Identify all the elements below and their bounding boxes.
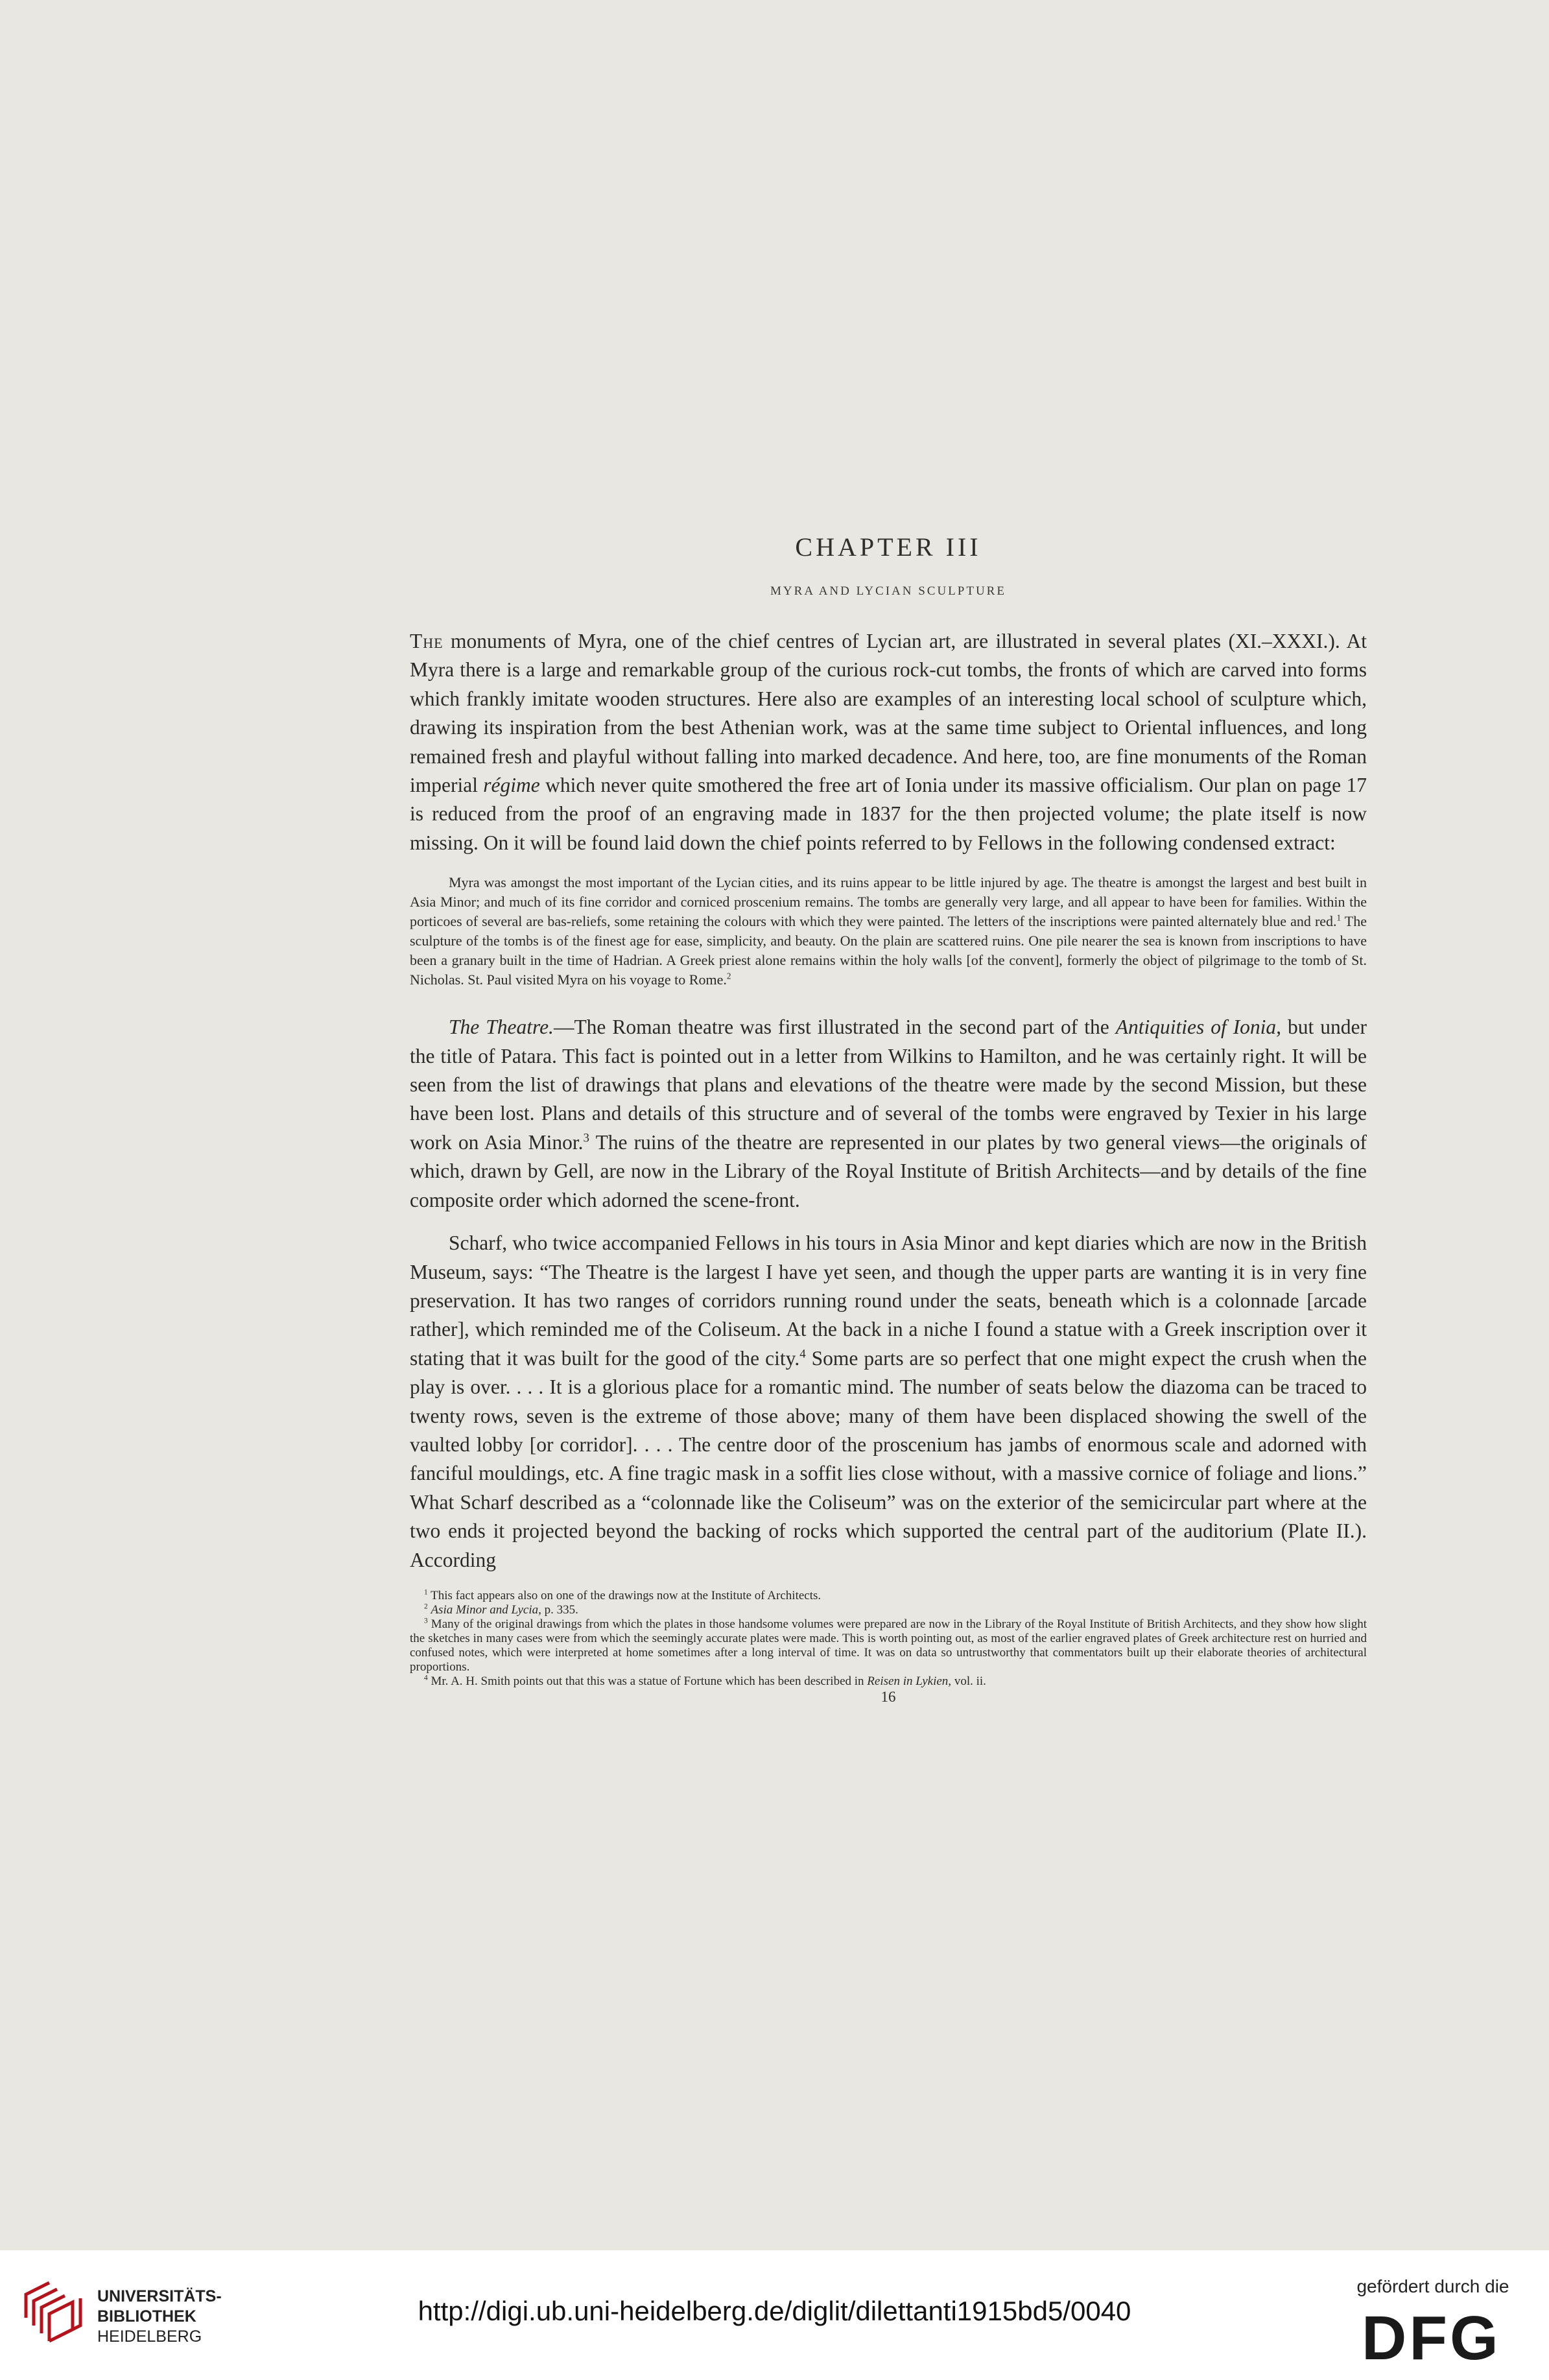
paragraph-text: Some parts are so perfect that one might expect the crush when the play is over. . . . It is a glorious place for a romantic mind. The number of seats below the diazoma can be traced to twenty rows, seven is the extreme of those above; many of them have been displaced showing the swell of the vaulted lobby [or corridor]. . . . The centre door of the proscenium has jambs of enormous scale and adorned with fanciful mouldings, etc. A fine tragic mask in a soffit lies close without, with a massive cornice of foliage and lions.” What Scharf described as a “colonnade like the Coliseum” was on the exterior of the semicircular part where at the two ends it projected beyond the backing of rocks which supported the central part of the auditorium (Plate II.). According bbox=[410, 1346, 1367, 1571]
footnote-text: p. 335. bbox=[541, 1602, 578, 1617]
paragraph-text: monuments of Myra, one of the chief centres of Lycian art, are illustrated in several plates (XI.–XXXI.). At Myra there is a large and remarkable group of the curious rock-cut tombs, the fronts of which are carved into forms which frankly imitate wooden structures. Here also are examples of an interesting local school of sculpture which, drawing its inspiration from the best Athenian work, was at the same time subject to Oriental influences, and long remained fresh and playful without falling into marked decadence. And here, too, are fine monuments of the Roman imperial bbox=[410, 630, 1367, 797]
paragraph-text: Scharf, who twice accompanied Fellows in his tours in Asia Minor and kept diaries which are now in the British Museum, says: “The Theatre is the largest I have yet seen, and though the upper parts are wanting it is in very fine preservation. It has two ranges of corridors running round under the seats, beneath which is a colonnade [arcade rather], which reminded me of the Coliseum. At the back in a niche I found a statue with a Greek inscription over it stating that it was built for the good of the city. bbox=[410, 1232, 1367, 1370]
paragraph-text: but under the title of Patara. This fact is pointed out in a letter from Wilkins to Hamilton, and he was certainly right. It will be seen from the list of drawings that plans and elevations of the theatre were made by the second Mission, but these have been lost. Plans and details of this structure and of several of the tombs were engraved by Texier in his large work on Asia Minor. bbox=[410, 1016, 1367, 1154]
paragraph-text: —The Roman theatre was first illustrated in the second part of the bbox=[553, 1016, 1116, 1039]
italic-title: Antiquities of Ionia, bbox=[1115, 1016, 1282, 1039]
page-number: 16 bbox=[881, 1688, 896, 1705]
permalink-url[interactable]: http://digi.ub.uni-heidelberg.de/diglit/dilettanti1915bd5/0040 bbox=[418, 2296, 1131, 2326]
paragraph-scharf bbox=[410, 1229, 1367, 1575]
library-name-line: UNIVERSITÄTS- bbox=[97, 2287, 222, 2305]
italic-term: régime bbox=[483, 774, 540, 797]
library-name-line: BIBLIOTHEK bbox=[97, 2307, 196, 2326]
footnote-number: 2 bbox=[424, 1602, 428, 1611]
footnote-ref[interactable]: 3 bbox=[583, 1131, 589, 1145]
footnote-text: Mr. A. H. Smith points out that this was a statue of Fortune which has been described in bbox=[427, 1674, 868, 1688]
chapter-title: CHAPTER III bbox=[795, 532, 982, 562]
section-heading: The Theatre. bbox=[449, 1016, 554, 1039]
footnote-3 bbox=[410, 1617, 1367, 1674]
footnote-2 bbox=[410, 1603, 1367, 1617]
chapter-subtitle: MYRA AND LYCIAN SCULPTURE bbox=[770, 584, 1006, 598]
footnote-1 bbox=[410, 1589, 1367, 1603]
footnote-number: 3 bbox=[424, 1617, 428, 1625]
viewer-footer bbox=[0, 2250, 1549, 2380]
footnote-italic: Reisen in Lykien, bbox=[867, 1674, 952, 1688]
footnote-ref[interactable]: 2 bbox=[726, 971, 731, 981]
footnote-italic: Asia Minor and Lycia, bbox=[431, 1602, 541, 1617]
paragraph-intro bbox=[410, 627, 1367, 857]
footnote-4 bbox=[410, 1674, 1367, 1689]
paragraph-theatre bbox=[410, 1013, 1367, 1215]
quote-text: The sculpture of the tombs is of the finest age for ease, simplicity, and beauty. On the plain are scattered ruins. One pile nearer the sea is known from inscriptions to have been a granary built in the time of Hadrian. A Greek priest alone remains within the holy walls [of the convent], formerly the object of pilgrimage to the tomb of St. Nicholas. St. Paul visited Myra on his voyage to Rome. bbox=[410, 913, 1367, 988]
funding-caption: gefördert durch die bbox=[1356, 2276, 1509, 2296]
footnote-text: vol. ii. bbox=[951, 1674, 986, 1688]
paragraph-text: The ruins of the theatre are represented in our plates by two general views—the originals of which, drawn by Gell, are now in the Library of the Royal Institute of British Architects—and by details of the fine composite order which adorned the scene-front. bbox=[410, 1130, 1367, 1211]
library-name-line: HEIDELBERG bbox=[97, 2327, 202, 2346]
footnote-text: Many of the original drawings from which the plates in those handsome volumes were prepared are now in the Library of the Royal Institute of British Architects, and they show how slight the sketches in many cases were from which the seemingly accurate plates were made. This is worth pointing out, as most of the earlier engraved plates of Greek architecture rest on hurried and confused notes, which were interpreted at home sometimes after a long interval of time. It was on data so untrustworthy that commentators built up their elaborate theories of architectural proportions. bbox=[410, 1617, 1367, 1674]
page-content bbox=[410, 532, 1367, 1706]
footnote-number: 1 bbox=[424, 1588, 428, 1597]
paragraph-text: which never quite smothered the free art of Ionia under its massive officialism. Our plan on page 17 is reduced from the proof of an engraving made in 1837 for the then projected volume; the plate itself is now missing. On it will be found laid down the chief points referred to by Fellows in the following condensed extract: bbox=[410, 774, 1367, 854]
quote-text: Myra was amongst the most important of the Lycian cities, and its ruins appear to be little injured by age. The theatre is amongst the largest and best built in Asia Minor; and much of its fine corridor and corniced proscenium remains. The tombs are generally very large, and all appear to have been for families. Within the porticoes of several are bas-reliefs, some retaining the colours with which they were painted. The letters of the inscriptions were painted alternately blue and red. bbox=[410, 874, 1367, 930]
footnote-text: This fact appears also on one of the drawings now at the Institute of Architects. bbox=[427, 1588, 822, 1602]
footnote-ref[interactable]: 4 bbox=[799, 1347, 806, 1361]
footnote-ref[interactable]: 1 bbox=[1336, 912, 1342, 923]
block-quote bbox=[410, 873, 1367, 990]
lead-word: The bbox=[410, 630, 443, 652]
footnotes bbox=[410, 1589, 1367, 1689]
footnote-number: 4 bbox=[424, 1674, 428, 1682]
dfg-logo[interactable]: DFG bbox=[1362, 2303, 1501, 2373]
